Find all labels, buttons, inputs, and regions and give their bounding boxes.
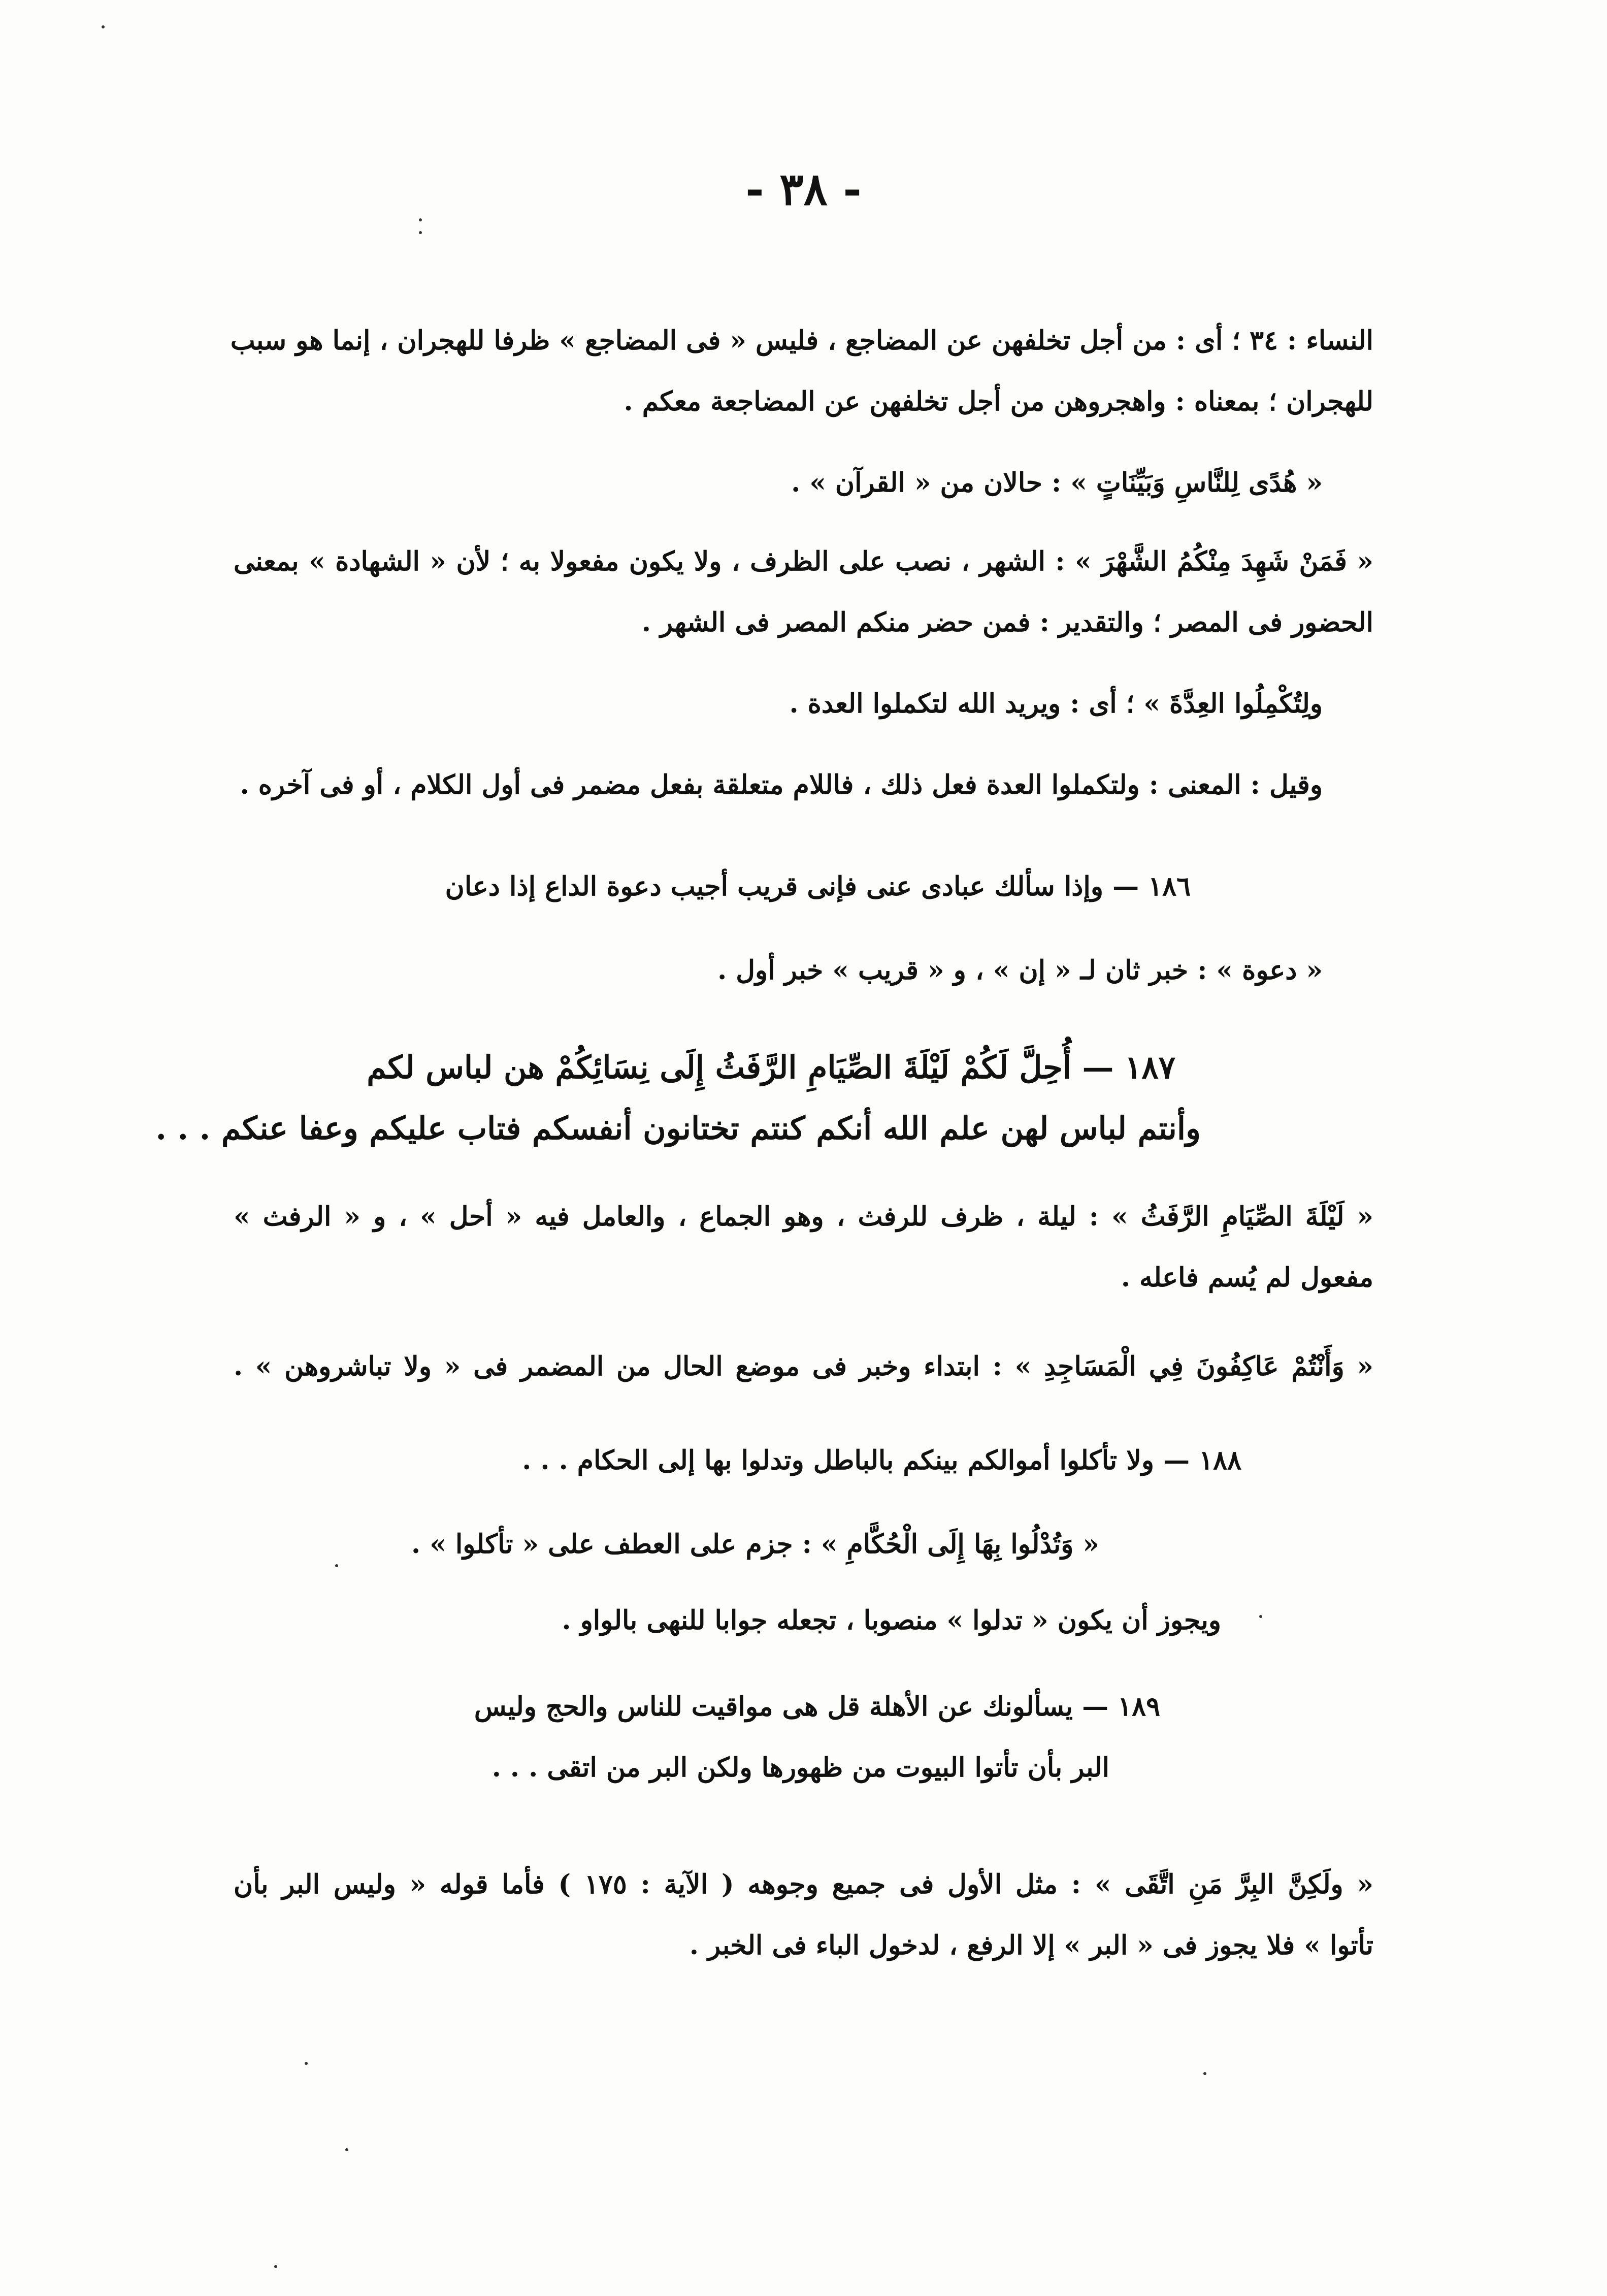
scan-speck: [419, 218, 422, 221]
text-line: تأتوا » فلا يجوز فى « البر » إلا الرفع ، لدخول الباء فى الخبر .: [689, 1930, 1373, 1961]
verse-line: البر بأن تأتوا البيوت من ظهورها ولكن البر من اتقى . . .: [491, 1752, 1109, 1783]
text-line: « دعوة » : خبر ثان لـ « إن » ، و « قريب » خبر أول .: [717, 955, 1323, 986]
page-number: - ٣٨ -: [745, 163, 862, 215]
scan-speck: [305, 2062, 308, 2065]
verse-line: ١٨٨ — ولا تأكلوا أموالكم بينكم بالباطل وتدلوا بها إلى الحكام . . .: [522, 1445, 1241, 1476]
text-line: وقيل : المعنى : ولتكملوا العدة فعل ذلك ، فاللام متعلقة بفعل مضمر فى أول الكلام ، أو فى آخره .: [240, 769, 1323, 800]
scan-speck: [335, 1564, 338, 1567]
verse-line: وأنتم لباس لهن علم الله أنكم كنتم تختانون أنفسكم فتاب عليكم وعفا عنكم . . .: [155, 1110, 1201, 1147]
scan-speck: [419, 231, 422, 234]
text-line: النساء : ٣٤ ؛ أى : من أجل تخلفهن عن المضاجع ، فليس « فى المضاجع » ظرفا للهجران ، إنما هو سبب: [230, 325, 1373, 356]
verse-line: ١٨٦ — وإذا سألك عبادى عنى فإنى قريب أجيب دعوة الداع إذا دعان: [445, 871, 1191, 902]
text-line: « فَمَنْ شَهِدَ مِنْكُمُ الشَّهْرَ » : الشهر ، نصب على الظرف ، ولا يكون مفعولا به ؛ لأن « الشهادة » بمعنى: [234, 546, 1373, 577]
text-line: « وَأَنْتُمْ عَاكِفُونَ فِي الْمَسَاجِدِ » : ابتداء وخبر فى موضع الحال من المضمر فى « ولا تباشروهن » .: [234, 1351, 1373, 1382]
text-line: « هُدًى لِلنَّاسِ وَبَيِّنَاتٍ » : حالان من « القرآن » .: [791, 467, 1323, 498]
verse-line: ١٨٧ — أُحِلَّ لَكُمْ لَيْلَةَ الصِّيَامِ الرَّفَثُ إِلَى نِسَائِكُمْ هن لباس لكم: [367, 1049, 1175, 1086]
text-line: ويجوز أن يكون « تدلوا » منصوبا ، تجعله جوابا للنهى بالواو .: [562, 1605, 1221, 1636]
text-line: « لَيْلَةَ الصِّيَامِ الرَّفَثُ » : ليلة ، ظرف للرفث ، وهو الجماع ، والعامل فيه « أحل » ، و « الرفث »: [234, 1201, 1373, 1232]
text-line: مفعول لم يُسم فاعله .: [1121, 1262, 1373, 1293]
text-line: للهجران ؛ بمعناه : واهجروهن من أجل تخلفهن عن المضاجعة معكم .: [624, 386, 1373, 417]
scan-speck: [102, 25, 105, 28]
text-line: ولِتُكْمِلُوا العِدَّةَ » ؛ أى : ويريد الله لتكملوا العدة .: [789, 688, 1323, 719]
verse-line: ١٨٩ — يسألونك عن الأهلة قل هى مواقيت للناس والحج وليس: [474, 1691, 1160, 1722]
scan-speck: [1203, 2072, 1206, 2075]
text-line: « وَتُدْلُوا بِهَا إِلَى الْحُكَّامِ » : جزم على العطف على « تأكلوا » .: [411, 1529, 1099, 1560]
scan-speck: [345, 2148, 348, 2151]
text-line: الحضور فى المصر ؛ والتقدير : فمن حضر منكم المصر فى الشهر .: [641, 607, 1373, 638]
scan-speck: [1259, 1615, 1262, 1618]
scan-speck: [274, 2265, 277, 2268]
text-line: « ولَكِنَّ البِرَّ مَنِ اتَّقَى » : مثل الأول فى جميع وجوهه ( الآية : ١٧٥ ) فأما قوله « وليس البر بأن: [234, 1869, 1373, 1900]
